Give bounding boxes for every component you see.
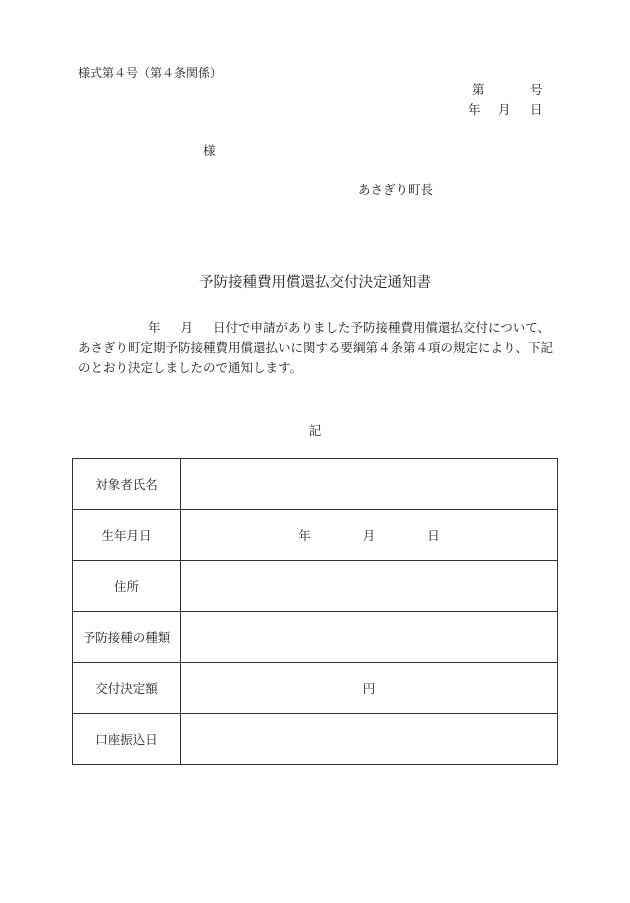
body-line-1-text: 日付で申請がありました予防接種費用償還払交付について、 <box>213 320 551 335</box>
issue-date-year: 年 <box>468 102 481 117</box>
table-row <box>73 612 558 663</box>
table-row <box>73 714 558 765</box>
label-date-of-birth: 生年月日 <box>73 510 181 561</box>
table-row <box>73 510 558 561</box>
label-subject-name: 対象者氏名 <box>73 459 181 510</box>
value-date-of-birth <box>181 510 558 561</box>
value-address <box>181 561 558 612</box>
table-row <box>73 459 558 510</box>
table-row <box>73 561 558 612</box>
recipient-honorific: 様 <box>203 143 216 158</box>
notification-body <box>78 318 558 378</box>
dob-day: 日 <box>427 528 440 543</box>
details-table <box>72 458 558 765</box>
body-line-2: あさぎり町定期予防接種費用償還払いに関する要綱第４条第４項の規定により、下記 <box>78 340 554 355</box>
form-number: 様式第４号（第４条関係） <box>78 66 223 80</box>
value-transfer-date <box>181 714 558 765</box>
dob-year: 年 <box>298 528 311 543</box>
label-transfer-date: 口座振込日 <box>73 714 181 765</box>
dob-month: 月 <box>362 528 376 543</box>
table-row <box>73 663 558 714</box>
issue-date-day: 日 <box>530 102 543 117</box>
body-line-3: のとおり決定しましたので通知します。 <box>78 360 303 375</box>
value-subject-name <box>181 459 558 510</box>
ki-heading: 記 <box>308 423 322 438</box>
label-vaccination-type: 予防接種の種類 <box>73 612 181 663</box>
document-title: 予防接種費用償還払交付決定通知書 <box>199 275 431 291</box>
sender-name: あさぎり町長 <box>358 182 434 197</box>
value-grant-amount: 円 <box>181 663 558 714</box>
label-address: 住所 <box>73 561 181 612</box>
issue-date-month: 月 <box>498 102 511 117</box>
document-number-suffix: 号 <box>530 82 543 97</box>
label-grant-amount: 交付決定額 <box>73 663 181 714</box>
body-year: 年 <box>148 320 161 335</box>
value-vaccination-type <box>181 612 558 663</box>
body-line-1 <box>78 318 558 338</box>
body-month: 月 <box>180 320 194 335</box>
document-number-prefix: 第 <box>472 82 485 97</box>
